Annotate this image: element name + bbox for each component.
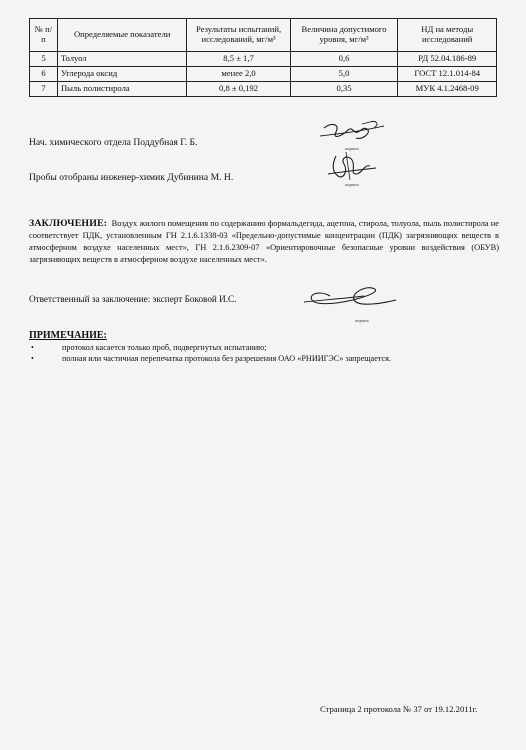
signature-caption: подпись: [345, 182, 359, 187]
responsible-line: Ответственный за заключение: эксперт Боковой И.С.: [29, 294, 237, 304]
expert-signature: [300, 282, 400, 316]
cell-name: Углерода оксид: [57, 67, 186, 82]
header-limit: Величина допустимого уровня, мг/м³: [290, 19, 398, 52]
header-nd: НД на методы исследований: [398, 19, 497, 52]
cell-num: 5: [30, 52, 58, 67]
cell-nd: РД 52.04.186-89: [398, 52, 497, 67]
list-item: [29, 342, 499, 353]
table-row: [30, 82, 497, 97]
note-title: ПРИМЕЧАНИЕ:: [29, 330, 107, 341]
note-item-text: полная или частичная перепечатка протокола без разрешения ОАО «РНИИГЭС» запрещается.: [62, 354, 391, 363]
header-name: Определяемые показатели: [57, 19, 186, 52]
sampler-signature-line: Пробы отобраны инженер-химик Дубинина М. Н.: [29, 172, 234, 183]
cell-limit: 5,0: [290, 67, 398, 82]
cell-name: Толуол: [57, 52, 186, 67]
bullet-icon: •: [31, 354, 34, 363]
sampler-signature: [326, 150, 378, 184]
cell-nd: ГОСТ 12.1.014-84: [398, 67, 497, 82]
results-table: [29, 18, 497, 97]
table-row: [30, 67, 497, 82]
signature-caption: подпись: [355, 318, 369, 323]
table-header-row: [30, 19, 497, 52]
header-result: Результаты испытаний, исследований, мг/м³: [187, 19, 290, 52]
cell-num: 7: [30, 82, 58, 97]
cell-num: 6: [30, 67, 58, 82]
cell-nd: МУК 4.1.2468-09: [398, 82, 497, 97]
cell-result: 8,5 ± 1,7: [187, 52, 290, 67]
head-signature: [318, 118, 388, 148]
cell-result: менее 2,0: [187, 67, 290, 82]
header-num: № п/п: [30, 19, 58, 52]
head-signature-line: Нач. химического отдела Поддубная Г. Б.: [29, 137, 198, 148]
note-item-text: протокол касается только проб, подвергнутых испытанию;: [62, 343, 267, 352]
note-list: [29, 342, 499, 364]
conclusion-block: [29, 218, 499, 266]
bullet-icon: •: [31, 343, 34, 352]
conclusion-label: ЗАКЛЮЧЕНИЕ:: [29, 218, 108, 229]
signature-caption: подпись: [345, 146, 359, 151]
cell-name: Пыль полистирола: [57, 82, 186, 97]
cell-result: 0,8 ± 0,192: [187, 82, 290, 97]
list-item: [29, 353, 499, 364]
page-footer: Страница 2 протокола № 37 от 19.12.2011г.: [320, 704, 478, 714]
cell-limit: 0,6: [290, 52, 398, 67]
table-row: [30, 52, 497, 67]
conclusion-text: Воздух жилого помещения по содержанию формальдегида, ацетона, стирола, толуола, пыль полистирола не соответствует ПДК, установленным ГН 2.1.6.1338-03 «Предельно-допустимые концентрации (ПДК) загрязняющих веществ в атмосферном воздухе населенных мест», ГН 2.1.6.2309-07 «Ориентировочные безопасные уровни воздействия (ОБУВ) загрязняющих веществ в атмосферном воздухе населенных мест».: [29, 219, 499, 264]
cell-limit: 0,35: [290, 82, 398, 97]
